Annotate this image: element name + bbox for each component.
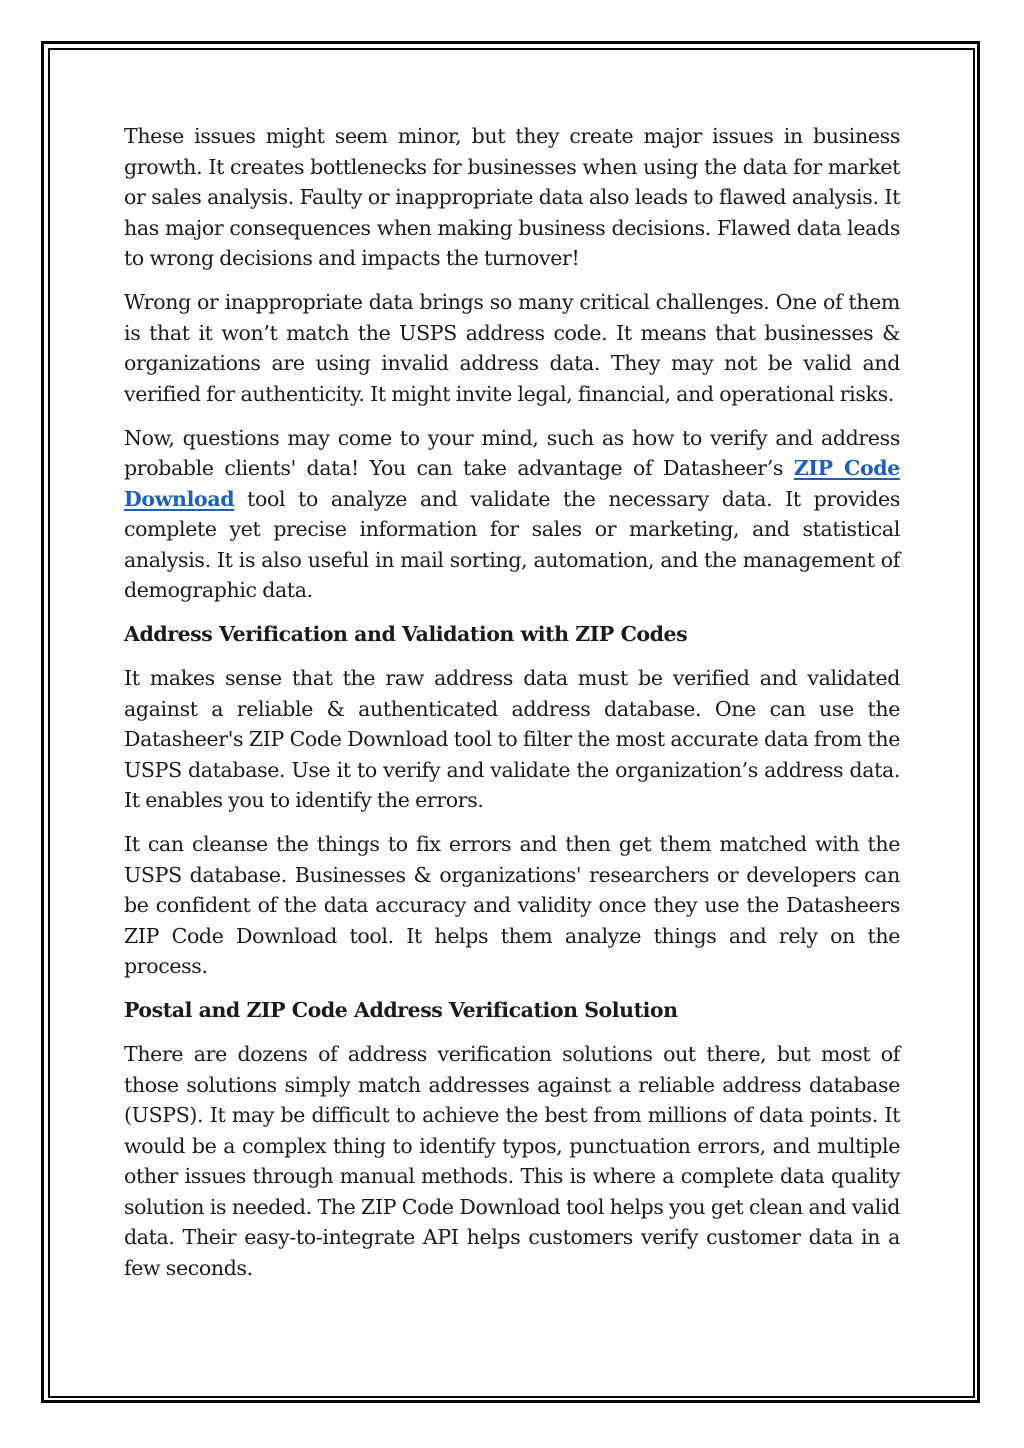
paragraph-data-issues: These issues might seem minor, but they create major issues in business growth. It creates bottlenecks for businesses when using the data for market or sales analysis. Faulty or inappropriate data also leads to flawed analysis. It has major consequences when making business decisions. Flawed data leads to wrong decisions and impacts the turnover! xyxy=(124,124,900,270)
paragraph-text-before-link: Now, questions may come to your mind, such as how to verify and address probable clients' data! You can take advantage of Datasheer’s xyxy=(124,425,900,480)
paragraph-text-after-link: tool to analyze and validate the necessary data. It provides complete yet precise information for sales or marketing, and statistical analysis. It is also useful in mail sorting, automation, and the management of demographic data. xyxy=(124,486,900,602)
paragraph-verification-solutions: There are dozens of address verification solutions out there, but most of those solutions simply match addresses against a reliable address database (USPS). It may be difficult to achieve the best from millions of data points. It would be a complex thing to identify typos, punctuation errors, and multiple other issues through manual methods. This is where a complete data quality solution is needed. The ZIP Code Download tool helps you get clean and valid data. Their easy-to-integrate API helps customers verify customer data in a few seconds. xyxy=(124,1042,900,1280)
paragraph-cleanse-data: It can cleanse the things to fix errors and then get them matched with the USPS database. Businesses & organizations' researchers or developers can be confident of the data accuracy and validity once they use the Datasheers ZIP Code Download tool. It helps them analyze things and rely on the process. xyxy=(124,832,900,978)
zip-code-download-link[interactable]: ZIP Code Download xyxy=(124,456,900,511)
section-heading-postal-verification: Postal and ZIP Code Address Verification Solution xyxy=(124,998,678,1022)
paragraph-critical-challenges: Wrong or inappropriate data brings so many critical challenges. One of them is that it won’t match the USPS address code. It means that businesses & organizations are using invalid address data. They may not be valid and verified for authenticity. It might invite legal, financial, and operational risks. xyxy=(124,290,900,406)
paragraph-verify-address xyxy=(124,423,900,606)
paragraph-raw-address-data: It makes sense that the raw address data must be verified and validated against a reliable & authenticated address database. One can use the Datasheer's ZIP Code Download tool to filter the most accurate data from the USPS database. Use it to verify and validate the organization’s address data. It enables you to identify the errors. xyxy=(124,666,900,812)
document-body xyxy=(124,121,900,1297)
section-heading-address-verification: Address Verification and Validation with ZIP Codes xyxy=(124,622,688,646)
